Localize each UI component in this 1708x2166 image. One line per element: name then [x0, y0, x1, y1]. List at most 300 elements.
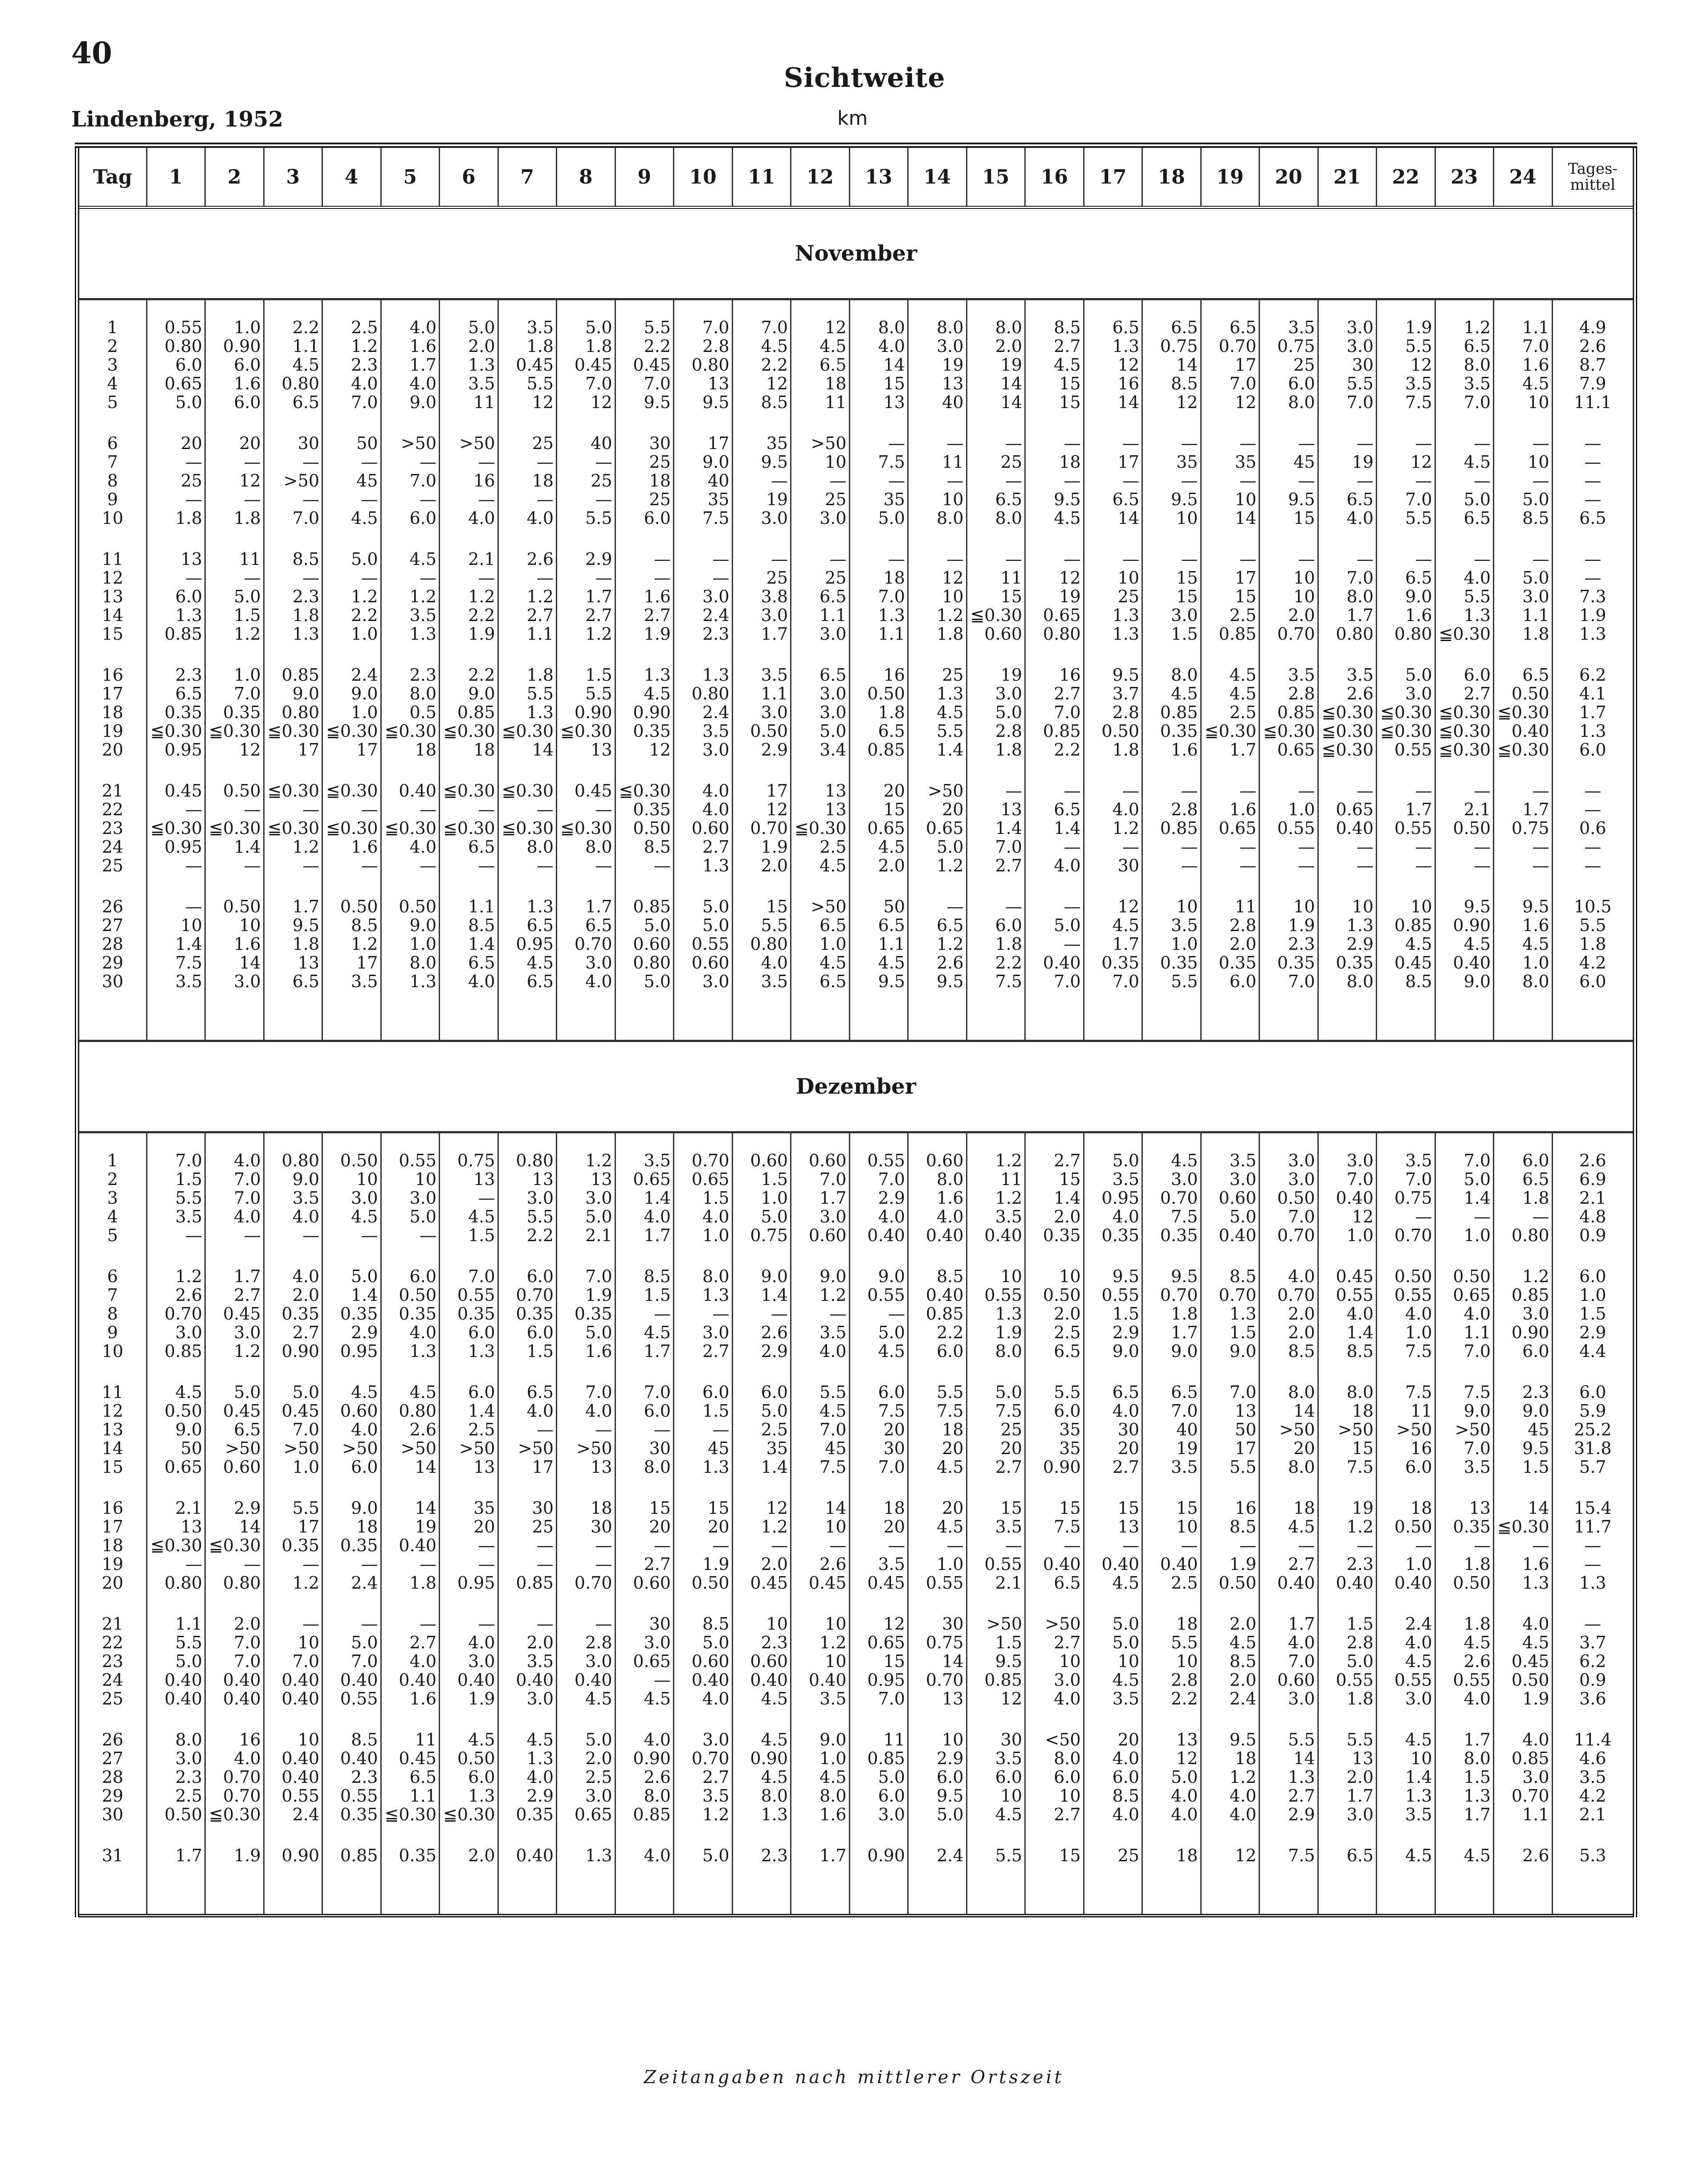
hour-value-cell: >50 [1025, 1614, 1084, 1633]
hour-value-cell: 1.4 [147, 935, 205, 953]
hour-value-cell: 6.0 [966, 916, 1025, 935]
hour-value-cell: 1.3 [908, 684, 967, 703]
hour-value-cell: 19 [966, 356, 1025, 374]
day-cell: 25 [77, 856, 147, 875]
hour-value-cell: 8.5 [1201, 1652, 1260, 1671]
tail-cell [77, 991, 147, 1041]
spacer-cell [1377, 1132, 1435, 1152]
gap-cell [966, 1592, 1025, 1614]
gap-cell [1377, 1476, 1435, 1499]
hour-value-cell: 7.5 [1318, 1458, 1377, 1476]
hour-value-cell: 5.5 [1201, 1458, 1260, 1476]
hour-value-cell: — [1201, 781, 1260, 800]
spacer-cell [1025, 1132, 1084, 1152]
hour-value-cell: 4.0 [381, 838, 440, 856]
day-cell: 29 [77, 953, 147, 972]
hour-value-cell: 14 [1142, 356, 1201, 374]
hour-value-cell: 10 [1201, 490, 1260, 509]
hour-value-cell: 35 [440, 1499, 498, 1517]
hour-value-cell: 1.3 [849, 606, 908, 625]
hour-value-cell: 25 [615, 453, 674, 471]
hour-value-cell: 1.8 [1318, 1689, 1377, 1708]
visibility-table [75, 143, 1637, 1917]
hour-value-cell: 9.0 [264, 684, 322, 703]
hour-value-cell: 3.5 [1260, 666, 1318, 684]
hour-value-cell: 12 [615, 740, 674, 759]
hour-value-cell: 7.0 [1025, 703, 1084, 722]
gap-cell [908, 759, 967, 781]
hour-value-cell: 3.8 [732, 587, 791, 606]
hour-value-cell: >50 [440, 1439, 498, 1458]
hour-value-cell: 1.9 [674, 1555, 733, 1573]
hour-value-cell: 1.2 [1435, 318, 1494, 337]
hour-value-cell: 2.3 [674, 625, 733, 643]
hour-value-cell: >50 [1435, 1420, 1494, 1439]
hour-value-cell: 1.4 [1435, 1189, 1494, 1207]
hour-value-cell: 0.40 [908, 1226, 967, 1245]
hour-value-cell: 0.60 [908, 1151, 967, 1170]
hour-value-cell: 2.2 [440, 606, 498, 625]
hour-value-cell: 4.0 [615, 1207, 674, 1226]
hour-value-cell: 2.0 [440, 1846, 498, 1865]
hour-value-cell: 5.0 [264, 1383, 322, 1402]
hour-value-cell: 0.40 [322, 1749, 381, 1768]
gap-cell [147, 1361, 205, 1383]
hour-value-cell: 15 [1025, 393, 1084, 412]
hour-value-cell: 0.65 [849, 1633, 908, 1652]
hour-value-cell: — [147, 453, 205, 471]
gap-cell [966, 643, 1025, 666]
hour-value-cell: 0.85 [1377, 916, 1435, 935]
gap-cell [849, 527, 908, 550]
col-header-hour: 16 [1025, 145, 1084, 208]
hour-value-cell: 6.5 [1318, 490, 1377, 509]
tail-cell [1260, 991, 1318, 1041]
hour-value-cell: 30 [966, 1730, 1025, 1749]
hour-value-cell: 0.55 [1435, 1671, 1494, 1689]
hour-value-cell: 4.0 [1435, 1304, 1494, 1323]
gap-cell [381, 1708, 440, 1730]
hour-value-cell: 4.0 [205, 1749, 264, 1768]
hour-value-cell: 3.5 [147, 1207, 205, 1226]
hour-value-cell: 30 [849, 1439, 908, 1458]
day-cell: 22 [77, 1633, 147, 1652]
hour-value-cell: — [557, 1614, 616, 1633]
hour-value-cell: 0.55 [1260, 819, 1318, 838]
gap-cell [77, 412, 147, 434]
hour-value-cell: 14 [791, 1499, 850, 1517]
hour-value-cell: 13 [966, 800, 1025, 819]
day-cell: 31 [77, 1846, 147, 1865]
gap-cell [1435, 412, 1494, 434]
hour-value-cell: 8.5 [1260, 1342, 1318, 1361]
hour-value-cell: — [147, 897, 205, 916]
hour-value-cell: 4.5 [1260, 1517, 1318, 1536]
hour-value-cell: 6.5 [147, 684, 205, 703]
hour-value-cell: 3.0 [1260, 1689, 1318, 1708]
hour-value-cell: 1.8 [264, 935, 322, 953]
gap-cell [674, 1592, 733, 1614]
hour-value-cell: 3.7 [1084, 684, 1142, 703]
hour-value-cell: 1.4 [615, 1189, 674, 1207]
hour-value-cell: 8.0 [908, 318, 967, 337]
hour-value-cell: 0.45 [791, 1573, 850, 1592]
hour-value-cell: 17 [1084, 453, 1142, 471]
gap-cell [1494, 875, 1553, 897]
hour-value-cell: ≦0.30 [322, 722, 381, 740]
gap-cell [1318, 875, 1377, 897]
daily-mean-cell: 3.7 [1552, 1633, 1635, 1652]
hour-value-cell: 4.5 [1377, 1846, 1435, 1865]
gap-cell [615, 1708, 674, 1730]
hour-value-cell: 1.5 [498, 1342, 557, 1361]
hour-value-cell: 0.35 [1142, 722, 1201, 740]
day-cell: 3 [77, 1189, 147, 1207]
day-cell: 25 [77, 1689, 147, 1708]
hour-value-cell: 0.35 [322, 1304, 381, 1323]
hour-value-cell: 0.75 [908, 1633, 967, 1652]
day-cell: 18 [77, 1536, 147, 1555]
hour-value-cell: 2.8 [674, 337, 733, 356]
gap-cell [381, 1592, 440, 1614]
hour-value-cell: 2.7 [1025, 1633, 1084, 1652]
spacer-cell [1260, 1132, 1318, 1152]
hour-value-cell: 1.7 [1318, 606, 1377, 625]
hour-value-cell: 2.3 [264, 587, 322, 606]
gap-cell [557, 527, 616, 550]
group-gap-row [77, 527, 1635, 550]
spacer-cell [791, 1132, 850, 1152]
hour-value-cell: 2.6 [147, 1286, 205, 1304]
gap-cell [557, 875, 616, 897]
hour-value-cell: 35 [849, 490, 908, 509]
hour-value-cell: — [440, 1614, 498, 1633]
hour-value-cell: 1.3 [1435, 1786, 1494, 1805]
hour-value-cell: 20 [1084, 1730, 1142, 1749]
hour-value-cell: 2.7 [1084, 1458, 1142, 1476]
hour-value-cell: — [498, 800, 557, 819]
hour-value-cell: 4.0 [1084, 1402, 1142, 1420]
hour-value-cell: 8.5 [322, 916, 381, 935]
gap-cell [849, 1245, 908, 1267]
gap-cell [440, 1592, 498, 1614]
hour-value-cell: 6.5 [1025, 1342, 1084, 1361]
hour-value-cell: 1.4 [440, 935, 498, 953]
gap-cell [1552, 1245, 1635, 1267]
hour-value-cell: ≦0.30 [205, 1805, 264, 1824]
hour-value-cell: — [849, 1304, 908, 1323]
hour-value-cell: 5.5 [557, 684, 616, 703]
hour-value-cell: 0.50 [381, 897, 440, 916]
gap-cell [264, 1361, 322, 1383]
hour-value-cell: 2.4 [264, 1805, 322, 1824]
daily-mean-cell: 3.5 [1552, 1768, 1635, 1786]
daily-mean-cell: 4.2 [1552, 1786, 1635, 1805]
hour-value-cell: 1.1 [147, 1614, 205, 1633]
hour-value-cell: 25 [557, 471, 616, 490]
hour-value-cell: 2.5 [791, 838, 850, 856]
hour-value-cell: 3.5 [1377, 374, 1435, 393]
hour-value-cell: 1.3 [1377, 1786, 1435, 1805]
hour-value-cell: 1.3 [440, 356, 498, 374]
hour-value-cell: 10 [322, 1170, 381, 1189]
hour-value-cell: 0.80 [381, 1402, 440, 1420]
hour-value-cell: 3.5 [1318, 666, 1377, 684]
hour-value-cell: 0.65 [557, 1805, 616, 1824]
hour-value-cell: 5.5 [1377, 509, 1435, 527]
hour-value-cell: 0.85 [264, 666, 322, 684]
hour-value-cell: 3.0 [791, 684, 850, 703]
hour-value-cell: — [1025, 1536, 1084, 1555]
hour-value-cell: — [1142, 781, 1201, 800]
hour-value-cell: 4.0 [205, 1207, 264, 1226]
hour-value-cell: 14 [849, 356, 908, 374]
hour-value-cell: 1.2 [966, 1189, 1025, 1207]
hour-value-cell: 20 [147, 434, 205, 453]
hour-value-cell: 2.6 [732, 1323, 791, 1342]
col-header-hour: 3 [264, 145, 322, 208]
hour-value-cell: 6.5 [1494, 666, 1553, 684]
gap-cell [1494, 1708, 1553, 1730]
hour-value-cell: — [1084, 838, 1142, 856]
hour-value-cell: 30 [1318, 356, 1377, 374]
hour-value-cell: 3.0 [732, 703, 791, 722]
hour-value-cell: — [1318, 1536, 1377, 1555]
hour-value-cell: 0.90 [615, 703, 674, 722]
gap-cell [1318, 1476, 1377, 1499]
hour-value-cell: 6.5 [1084, 318, 1142, 337]
hour-value-cell: 9.5 [1201, 1730, 1260, 1749]
hour-value-cell: 2.5 [1142, 1573, 1201, 1592]
hour-value-cell: 7.0 [264, 1420, 322, 1439]
gap-cell [440, 1708, 498, 1730]
day-cell: 12 [77, 568, 147, 587]
month-header-row [77, 208, 1635, 299]
hour-value-cell: 2.7 [1025, 684, 1084, 703]
hour-value-cell: 1.4 [908, 740, 967, 759]
hour-value-cell: 0.70 [732, 819, 791, 838]
hour-value-cell: 9.0 [381, 916, 440, 935]
hour-value-cell: 12 [1084, 356, 1142, 374]
hour-value-cell: 15 [1142, 568, 1201, 587]
tail-cell [1494, 1865, 1553, 1916]
table-row [77, 1189, 1635, 1207]
hour-value-cell: 2.0 [440, 337, 498, 356]
hour-value-cell: 9.5 [908, 972, 967, 991]
gap-cell [791, 759, 850, 781]
hour-value-cell: 0.35 [1084, 1226, 1142, 1245]
table-row [77, 972, 1635, 991]
hour-value-cell: 15 [1025, 1499, 1084, 1517]
hour-value-cell: 6.5 [791, 356, 850, 374]
table-row [77, 1226, 1635, 1245]
hour-value-cell: 1.7 [1142, 1323, 1201, 1342]
hour-value-cell: 1.8 [966, 935, 1025, 953]
hour-value-cell: 9.0 [1377, 587, 1435, 606]
hour-value-cell: — [1377, 838, 1435, 856]
hour-value-cell: 0.80 [498, 1151, 557, 1170]
hour-value-cell: 5.5 [908, 1383, 967, 1402]
gap-cell [77, 1824, 147, 1846]
hour-value-cell: 2.6 [381, 1420, 440, 1439]
gap-cell [791, 1708, 850, 1730]
table-row [77, 935, 1635, 953]
hour-value-cell: — [791, 550, 850, 568]
hour-value-cell: 4.0 [1142, 1805, 1201, 1824]
day-cell: 9 [77, 1323, 147, 1342]
hour-value-cell: 0.40 [1494, 722, 1553, 740]
spacer-cell [1552, 299, 1635, 319]
col-header-hour: 10 [674, 145, 733, 208]
hour-value-cell: 5.0 [205, 1383, 264, 1402]
hour-value-cell: 2.7 [674, 838, 733, 856]
hour-value-cell: 10 [1494, 453, 1553, 471]
hour-value-cell: 1.6 [908, 1189, 967, 1207]
hour-value-cell: 1.4 [732, 1458, 791, 1476]
gap-cell [1201, 1592, 1260, 1614]
hour-value-cell: 0.5 [381, 703, 440, 722]
hour-value-cell: 0.55 [966, 1286, 1025, 1304]
hour-value-cell: 7.5 [1435, 1383, 1494, 1402]
hour-value-cell: 0.60 [615, 935, 674, 953]
hour-value-cell: 9.5 [264, 916, 322, 935]
hour-value-cell: 2.8 [1260, 684, 1318, 703]
daily-mean-cell: 5.9 [1552, 1402, 1635, 1420]
hour-value-cell: 40 [908, 393, 967, 412]
hour-value-cell: 4.5 [908, 1517, 967, 1536]
hour-value-cell: 0.50 [1201, 1573, 1260, 1592]
hour-value-cell: 4.5 [615, 1689, 674, 1708]
gap-cell [674, 759, 733, 781]
hour-value-cell: — [1260, 471, 1318, 490]
gap-cell [908, 1592, 967, 1614]
hour-value-cell: 3.0 [791, 703, 850, 722]
hour-value-cell: 8.5 [615, 1267, 674, 1286]
hour-value-cell: 0.40 [264, 1749, 322, 1768]
hour-value-cell: 2.0 [557, 1749, 616, 1768]
hour-value-cell: — [440, 453, 498, 471]
hour-value-cell: 45 [674, 1439, 733, 1458]
hour-value-cell: — [381, 568, 440, 587]
spacer-cell [1142, 1132, 1201, 1152]
hour-value-cell: 12 [732, 374, 791, 393]
hour-value-cell: ≦0.30 [205, 1536, 264, 1555]
daily-mean-cell: — [1552, 550, 1635, 568]
hour-value-cell: 1.0 [1435, 1226, 1494, 1245]
gap-cell [1494, 527, 1553, 550]
hour-value-cell: 4.0 [1494, 1614, 1553, 1633]
hour-value-cell: 5.5 [147, 1633, 205, 1652]
hour-value-cell: 6.5 [264, 393, 322, 412]
hour-value-cell: 1.4 [1318, 1323, 1377, 1342]
hour-value-cell: 0.40 [147, 1671, 205, 1689]
hour-value-cell: 14 [381, 1458, 440, 1476]
spacer-cell [264, 299, 322, 319]
hour-value-cell: — [1318, 434, 1377, 453]
gap-cell [966, 527, 1025, 550]
hour-value-cell: 0.50 [732, 722, 791, 740]
hour-value-cell: 2.3 [147, 1768, 205, 1786]
tail-cell [440, 991, 498, 1041]
gap-cell [791, 643, 850, 666]
hour-value-cell: 20 [1260, 1439, 1318, 1458]
hour-value-cell: — [322, 1226, 381, 1245]
gap-cell [440, 643, 498, 666]
gap-cell [615, 1824, 674, 1846]
gap-cell [205, 1824, 264, 1846]
group-gap-row [77, 412, 1635, 434]
hour-value-cell: ≦0.30 [264, 781, 322, 800]
tail-cell [1552, 1865, 1635, 1916]
daily-mean-cell: 1.0 [1552, 1286, 1635, 1304]
gap-cell [849, 1824, 908, 1846]
hour-value-cell: 1.7 [732, 625, 791, 643]
hour-value-cell: 0.95 [440, 1573, 498, 1592]
tail-cell [205, 1865, 264, 1916]
hour-value-cell: 4.5 [1084, 1573, 1142, 1592]
hour-value-cell: 1.8 [498, 666, 557, 684]
gap-cell [1318, 759, 1377, 781]
hour-value-cell: 18 [557, 1499, 616, 1517]
hour-value-cell: — [966, 550, 1025, 568]
gap-cell [322, 1245, 381, 1267]
hour-value-cell: 2.0 [732, 1555, 791, 1573]
hour-value-cell: 7.0 [1201, 374, 1260, 393]
gap-cell [1552, 759, 1635, 781]
gap-cell [1260, 875, 1318, 897]
hour-value-cell: 2.9 [205, 1499, 264, 1517]
hour-value-cell: 12 [732, 1499, 791, 1517]
table-row [77, 1671, 1635, 1689]
hour-value-cell: 1.2 [264, 1573, 322, 1592]
hour-value-cell: 4.0 [440, 972, 498, 991]
hour-value-cell: 0.55 [1377, 740, 1435, 759]
gap-cell [1377, 1708, 1435, 1730]
tail-cell [1084, 991, 1142, 1041]
hour-value-cell: 1.3 [381, 625, 440, 643]
hour-value-cell: 3.0 [381, 1189, 440, 1207]
hour-value-cell: 8.0 [1025, 1749, 1084, 1768]
hour-value-cell: 25 [966, 453, 1025, 471]
hour-value-cell: 1.3 [498, 703, 557, 722]
hour-value-cell: 9.0 [440, 684, 498, 703]
gap-cell [615, 1245, 674, 1267]
gap-cell [440, 875, 498, 897]
hour-value-cell: 1.7 [791, 1189, 850, 1207]
hour-value-cell: 16 [205, 1730, 264, 1749]
day-cell: 26 [77, 1730, 147, 1749]
gap-cell [674, 875, 733, 897]
hour-value-cell: — [1494, 1536, 1553, 1555]
hour-value-cell: 1.9 [732, 838, 791, 856]
day-cell: 6 [77, 1267, 147, 1286]
daily-mean-cell: 2.1 [1552, 1189, 1635, 1207]
gap-cell [1025, 1708, 1084, 1730]
hour-value-cell: 4.5 [1435, 453, 1494, 471]
hour-value-cell: 7.0 [1318, 393, 1377, 412]
hour-value-cell: 10 [1377, 1749, 1435, 1768]
daily-mean-cell: 0.6 [1552, 819, 1635, 838]
hour-value-cell: 0.50 [1260, 1189, 1318, 1207]
hour-value-cell: 6.5 [498, 1383, 557, 1402]
hour-value-cell: 1.0 [1377, 1323, 1435, 1342]
hour-value-cell: — [908, 471, 967, 490]
spacer-cell [77, 1132, 147, 1152]
hour-value-cell: 16 [1377, 1439, 1435, 1458]
hour-value-cell: 1.5 [674, 1189, 733, 1207]
gap-cell [1435, 527, 1494, 550]
day-cell: 27 [77, 916, 147, 935]
